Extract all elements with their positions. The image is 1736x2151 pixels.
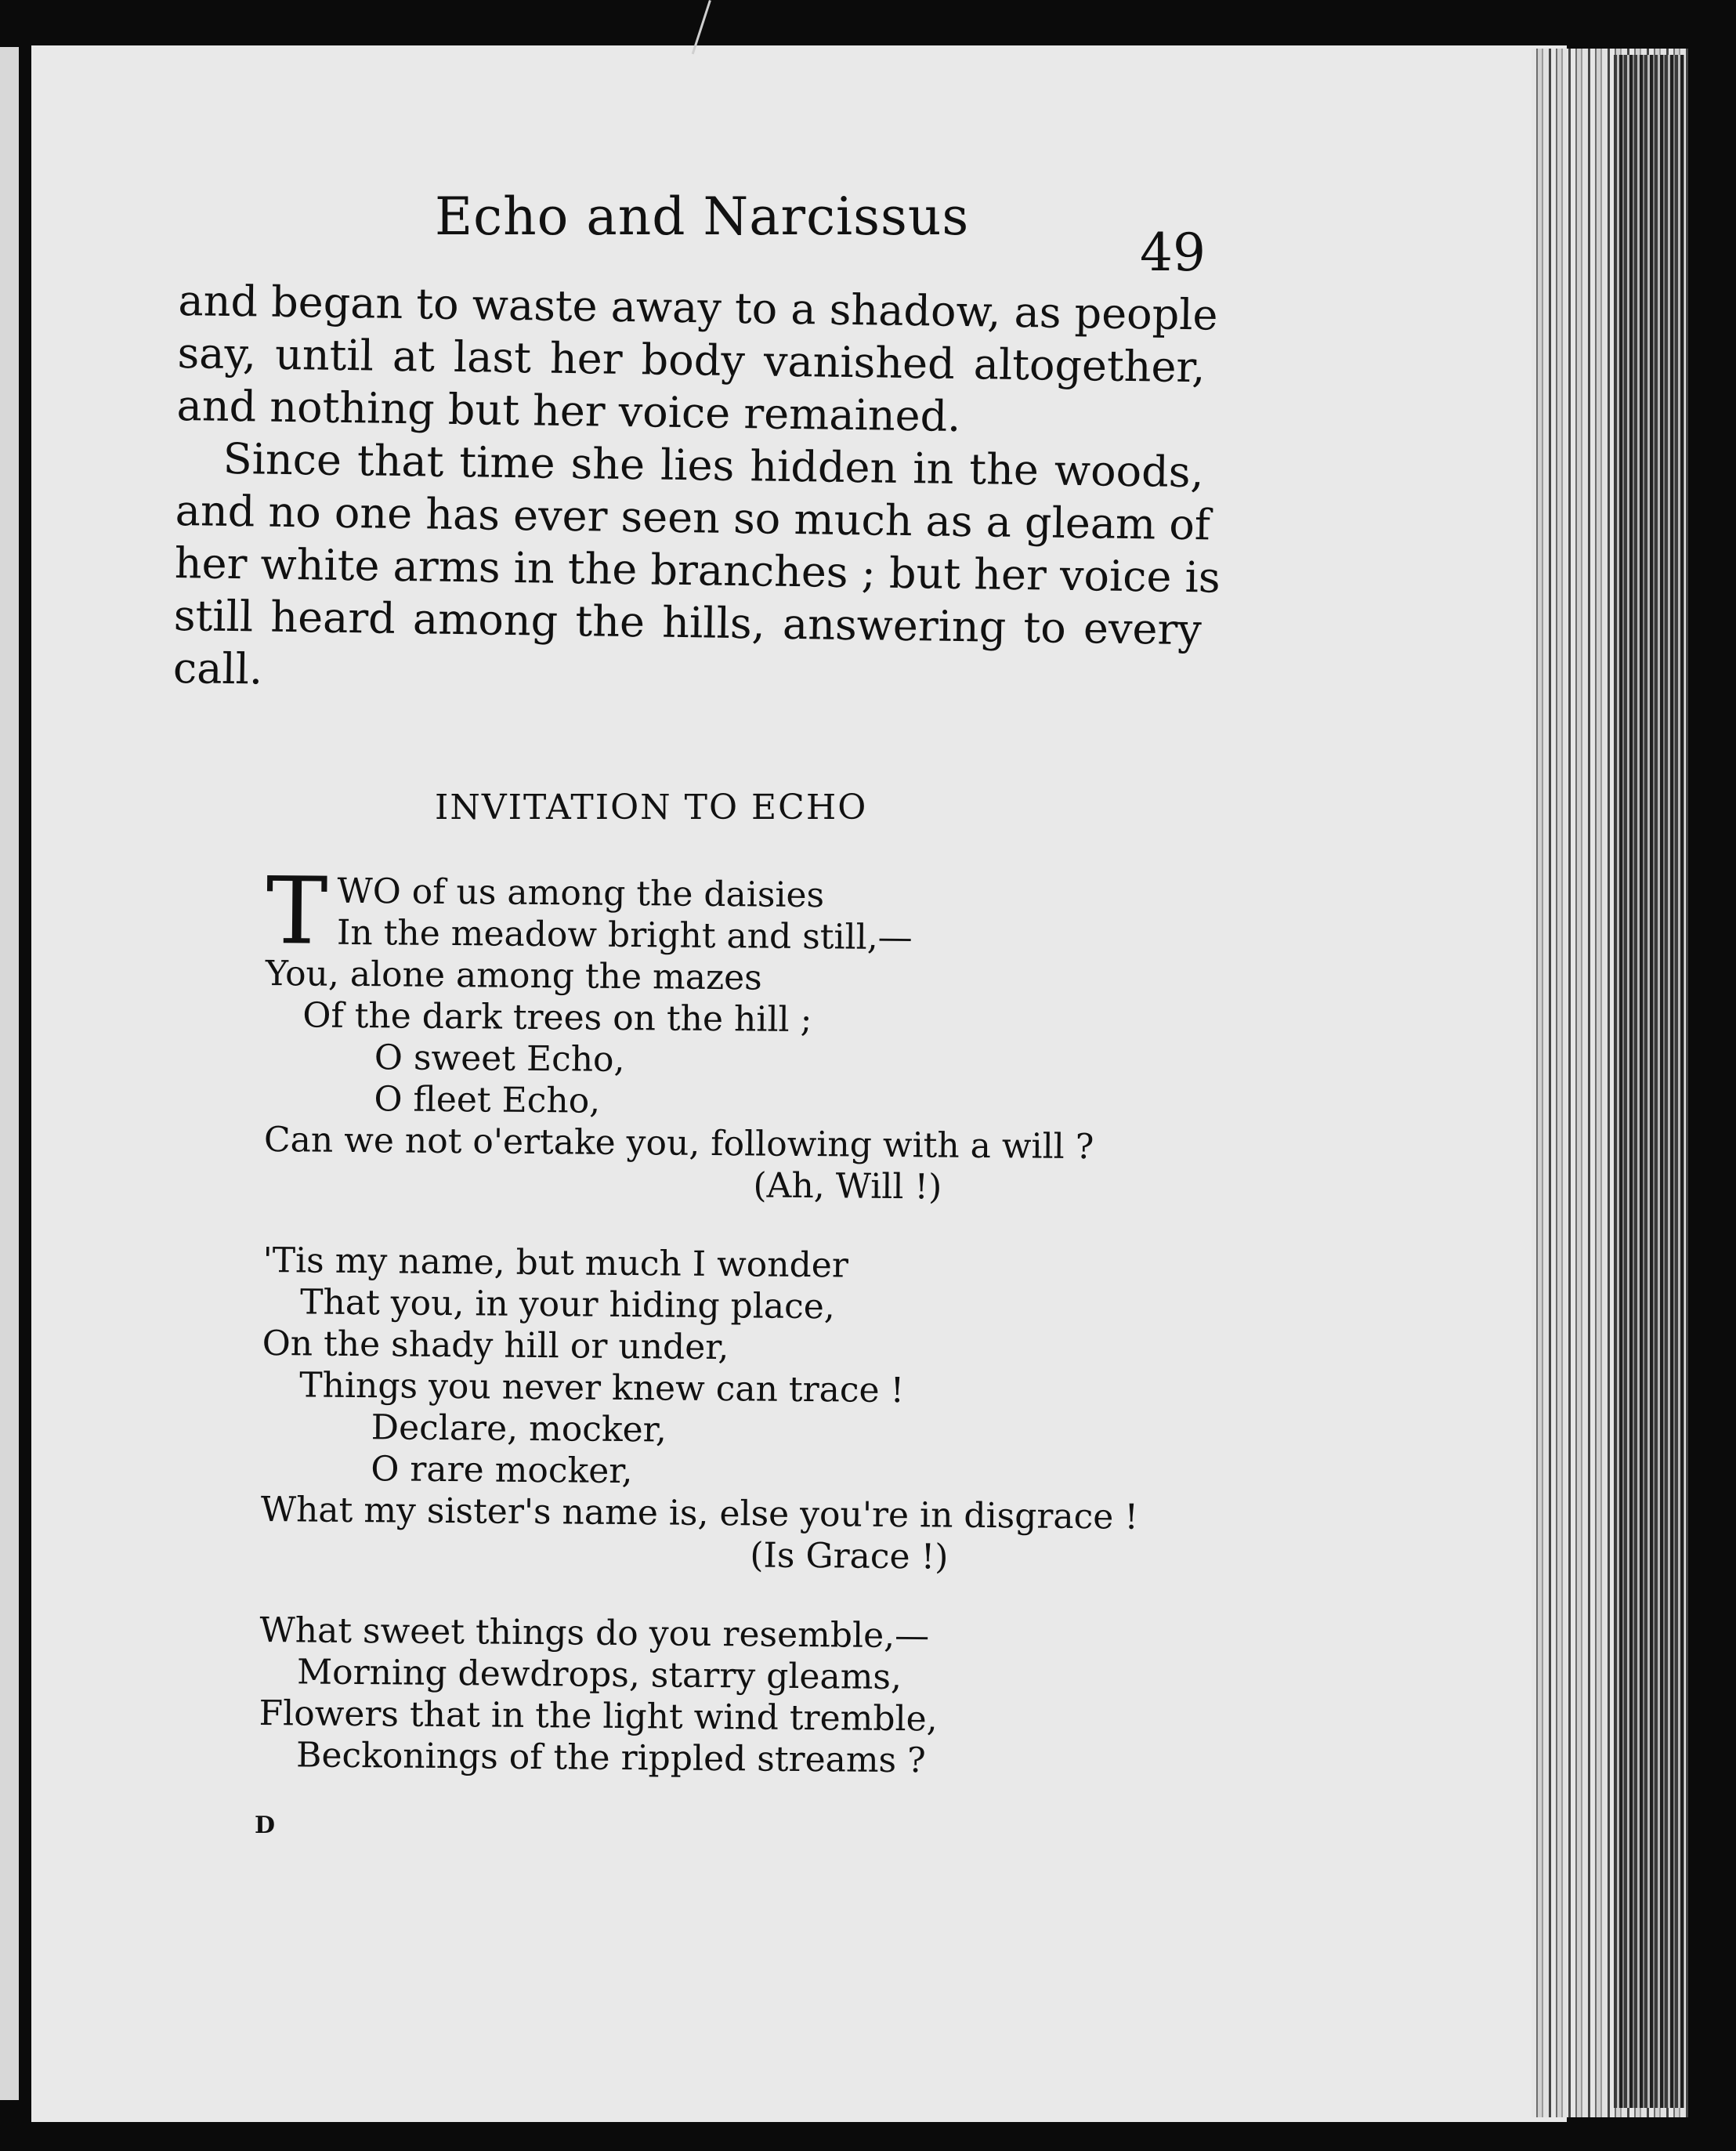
verse-line: In the meadow bright and still,— (336, 912, 913, 958)
verse-line: You, alone among the mazes (265, 953, 762, 998)
prose-line: call. (172, 643, 263, 694)
verse-line: 'Tis my name, but much I wonder (262, 1240, 849, 1286)
verse-line: What my sister's name is, else you're in disgrace ! (260, 1489, 1139, 1537)
verse-line: O sweet Echo, (374, 1037, 625, 1081)
stanza-3 (259, 1610, 1200, 1783)
verse-line: Beckonings of the rippled streams ? (295, 1735, 926, 1781)
verse-line: Flowers that in the light wind tremble, (259, 1693, 938, 1740)
book-fore-edge-shadow (1614, 55, 1684, 2108)
poem-title: INVITATION TO ECHO (435, 788, 868, 827)
verse-line: That you, in your hiding place, (299, 1282, 836, 1327)
page-number: 49 (1140, 223, 1206, 283)
prose-line: and began to waste away to a shadow, as people (178, 275, 1218, 340)
verse-line: Can we not o'ertake you, following with a will ? (263, 1119, 1094, 1168)
verse-line: O rare mocker, (371, 1449, 633, 1492)
signature-mark: D (255, 1812, 276, 1839)
facing-page-edge (0, 47, 19, 2100)
stanza-2 (260, 1240, 1203, 1580)
verse-line: Morning dewdrops, starry gleams, (296, 1652, 902, 1698)
echo-answer: (Is Grace !) (750, 1535, 949, 1577)
prose-line: and nothing but her voice remained. (176, 380, 961, 441)
prose-line: Since that time she lies hidden in the woods, (222, 433, 1205, 498)
verse-line: Of the dark trees on the hill ; (302, 995, 812, 1041)
stanza-1 (263, 856, 1206, 1210)
prose-line: say, until at last her body vanished altogether, (177, 328, 1206, 393)
prose-line: her white arms in the branches ; but her voice is (174, 538, 1221, 603)
verse-line: On the shady hill or under, (262, 1323, 729, 1368)
verse-line: O fleet Echo, (374, 1079, 601, 1121)
verse-line: Declare, mocker, (371, 1407, 667, 1450)
echo-answer: (Ah, Will !) (753, 1165, 942, 1208)
drop-cap: T (265, 856, 328, 965)
poem-body (259, 856, 1206, 1783)
prose-paragraphs (172, 274, 1221, 708)
prose-line: and no one has ever seen so much as a gleam of (175, 485, 1211, 550)
verse-line: WO of us among the daisies (337, 871, 825, 916)
verse-line: Things you never knew can trace ! (299, 1365, 905, 1411)
running-title: Echo and Narcissus (435, 186, 970, 247)
verse-line: What sweet things do you resemble,— (259, 1610, 930, 1657)
prose-line: still heard among the hills, answering to every (173, 590, 1203, 655)
